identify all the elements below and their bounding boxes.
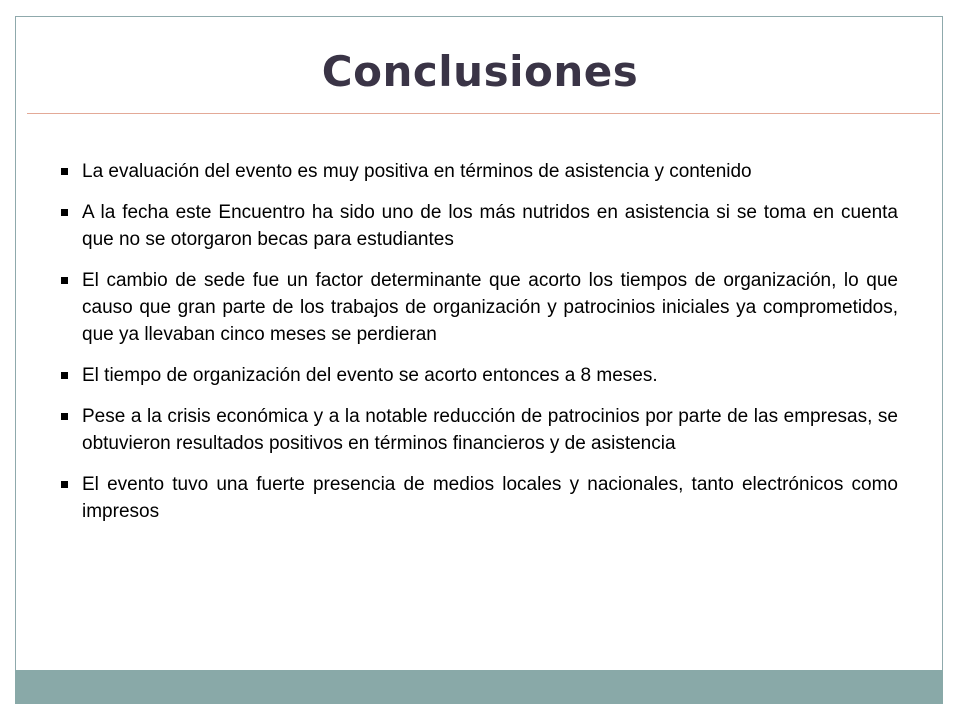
slide-content [60, 158, 898, 539]
square-bullet-icon [61, 277, 68, 284]
square-bullet-icon [61, 481, 68, 488]
square-bullet-icon [61, 168, 68, 175]
bullet-list [60, 158, 898, 525]
bullet-text: La evaluación del evento es muy positiva en términos de asistencia y contenido [82, 161, 752, 182]
slide-title: Conclusiones [321, 47, 639, 96]
bullet-item [60, 199, 898, 253]
square-bullet-icon [61, 413, 68, 420]
bullet-item [60, 362, 898, 389]
bullet-text: El evento tuvo una fuerte presencia de medios locales y nacionales, tanto electrónicos como impresos [82, 474, 898, 522]
bullet-item [60, 267, 898, 348]
bullet-text: Pese a la crisis económica y a la notable reducción de patrocinios por parte de las empresas, se obtuvieron resultados positivos en términos financieros y de asistencia [82, 406, 898, 454]
bullet-text: El tiempo de organización del evento se acorto entonces a 8 meses. [82, 365, 658, 386]
square-bullet-icon [61, 372, 68, 379]
bullet-text: A la fecha este Encuentro ha sido uno de los más nutridos en asistencia si se toma en cuenta que no se otorgaron becas para estudiantes [82, 202, 898, 250]
bullet-item [60, 403, 898, 457]
footer-bar [15, 670, 943, 704]
bullet-text: El cambio de sede fue un factor determinante que acorto los tiempos de organización, lo que causo que gran parte de los trabajos de organización y patrocinios iniciales ya comprometidos, que ya llevaban cinco meses se perdieran [82, 270, 898, 345]
title-divider [27, 113, 940, 114]
bullet-item [60, 158, 898, 185]
square-bullet-icon [61, 209, 68, 216]
bullet-item [60, 471, 898, 525]
